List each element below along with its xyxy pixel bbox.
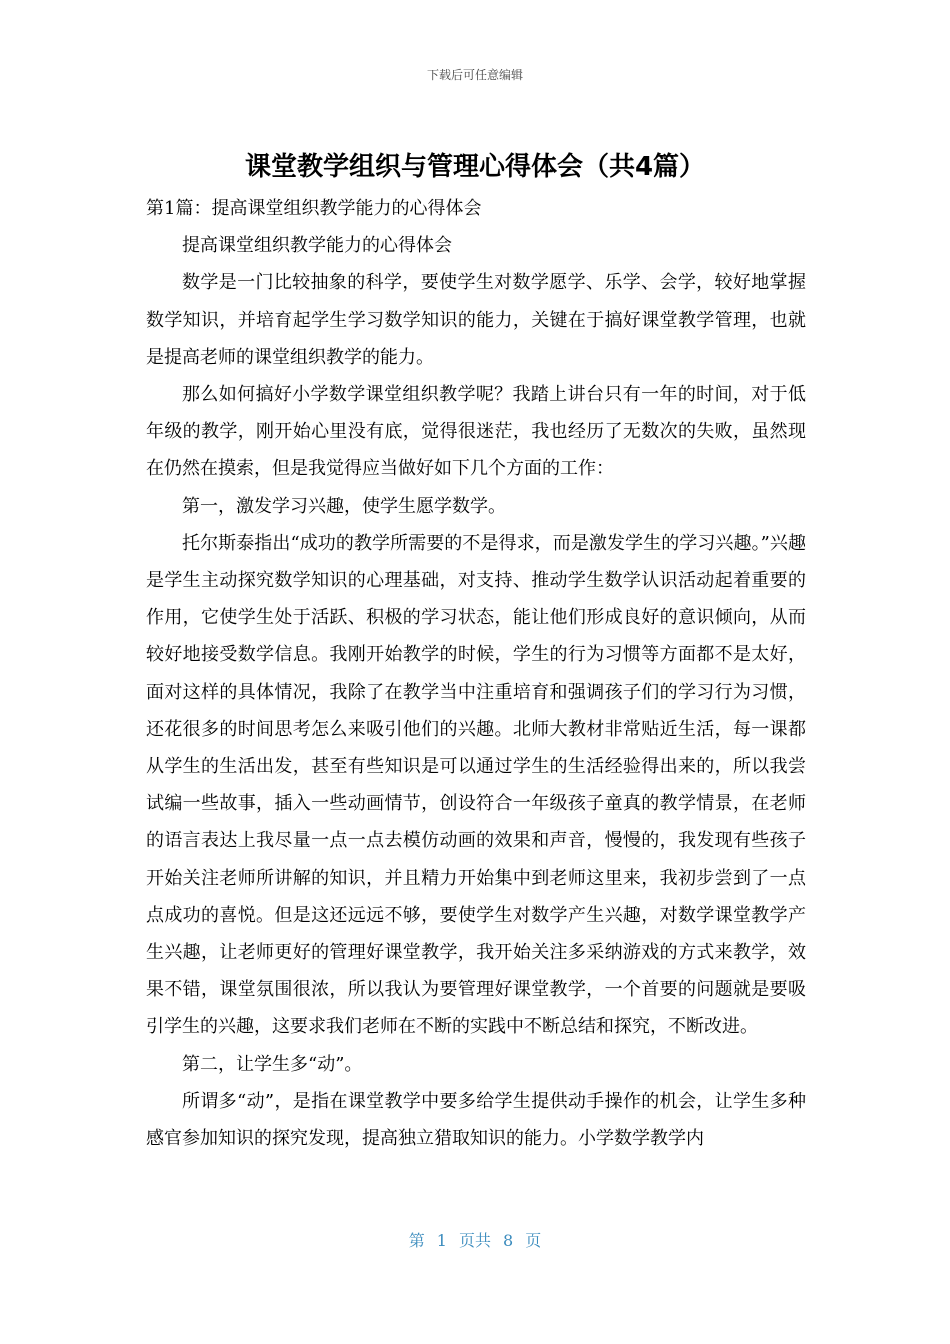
header-note: 下载后可任意编辑 <box>426 68 523 82</box>
chapter-heading: 第1篇：提高课堂组织教学能力的心得体会 <box>146 198 482 219</box>
paragraph: 所谓多“动”，是指在课堂教学中要多给学生提供动手操作的机会，让学生多种感官参加知识的探究发现，提高独立猎取知识的能力。小学数学教学内 <box>146 1090 806 1150</box>
paragraph-subtitle: 提高课堂组织教学能力的心得体会 <box>182 235 452 257</box>
section-heading-2: 第二，让学生多“动”。 <box>182 1053 363 1075</box>
document-title: 课堂教学组织与管理心得体会（共4篇） <box>244 152 706 182</box>
section-heading-1: 第一，激发学习兴趣，使学生愿学数学。 <box>182 495 506 517</box>
paragraph: 数学是一门比较抽象的科学，要使学生对数学愿学、乐学、会学，较好地掌握数学知识，并培育起学生学习数学知识的能力，关键在于搞好课堂教学管理，也就是提高老师的课堂组织教学的能力。 <box>146 272 806 368</box>
footer-prefix: 第 <box>408 1231 425 1250</box>
footer-suffix: 页 <box>525 1231 542 1250</box>
document-body <box>146 190 806 1157</box>
footer-current-page: 1 <box>436 1231 447 1250</box>
page-footer <box>0 1228 950 1251</box>
footer-middle: 页共 <box>458 1231 491 1250</box>
paragraph: 托尔斯泰指出“成功的教学所需要的不是得求，而是激发学生的学习兴趣。”兴趣是学生主动探究数学知识的心理基础，对支持、推动学生数学认识活动起着重要的作用，它使学生处于活跃、积极的学习状态，能让他们形成良好的意识倾向，从而较好地接受数学信息。我刚开始教学的时候，学生的行为习惯等方面都不是太好，面对这样的具体情况，我除了在教学当中注重培育和强调孩子们的学习行为习惯，还花很多的时间思考怎么来吸引他们的兴趣。北师大教材非常贴近生活，每一课都从学生的生活出发，甚至有些知识是可以通过学生的生活经验得出来的，所以我尝试编一些故事，插入一些动画情节，创设符合一年级孩子童真的教学情景，在老师的语言表达上我尽量一点一点去模仿动画的效果和声音，慢慢的，我发现有些孩子开始关注老师所讲解的知识，并且精力开始集中到老师这里来，我初步尝到了一点点成功的喜悦。但是这还远远不够，要使学生对数学产生兴趣，对数学课堂教学产生兴趣，让老师更好的管理好课堂教学，我开始关注多采纳游戏的方式来教学，效果不错，课堂氛围很浓，所以我认为要管理好课堂教学，一个首要的问题就是要吸引学生的兴趣，这要求我们老师在不断的实践中不断总结和探究，不断改进。 <box>146 532 806 1038</box>
footer-total-pages: 8 <box>503 1231 514 1250</box>
paragraph: 那么如何搞好小学数学课堂组织教学呢？我踏上讲台只有一年的时间，对于低年级的教学，刚开始心里没有底，觉得很迷茫，我也经历了无数次的失败，虽然现在仍然在摸索，但是我觉得应当做好如下几个方面的工作： <box>146 384 806 480</box>
